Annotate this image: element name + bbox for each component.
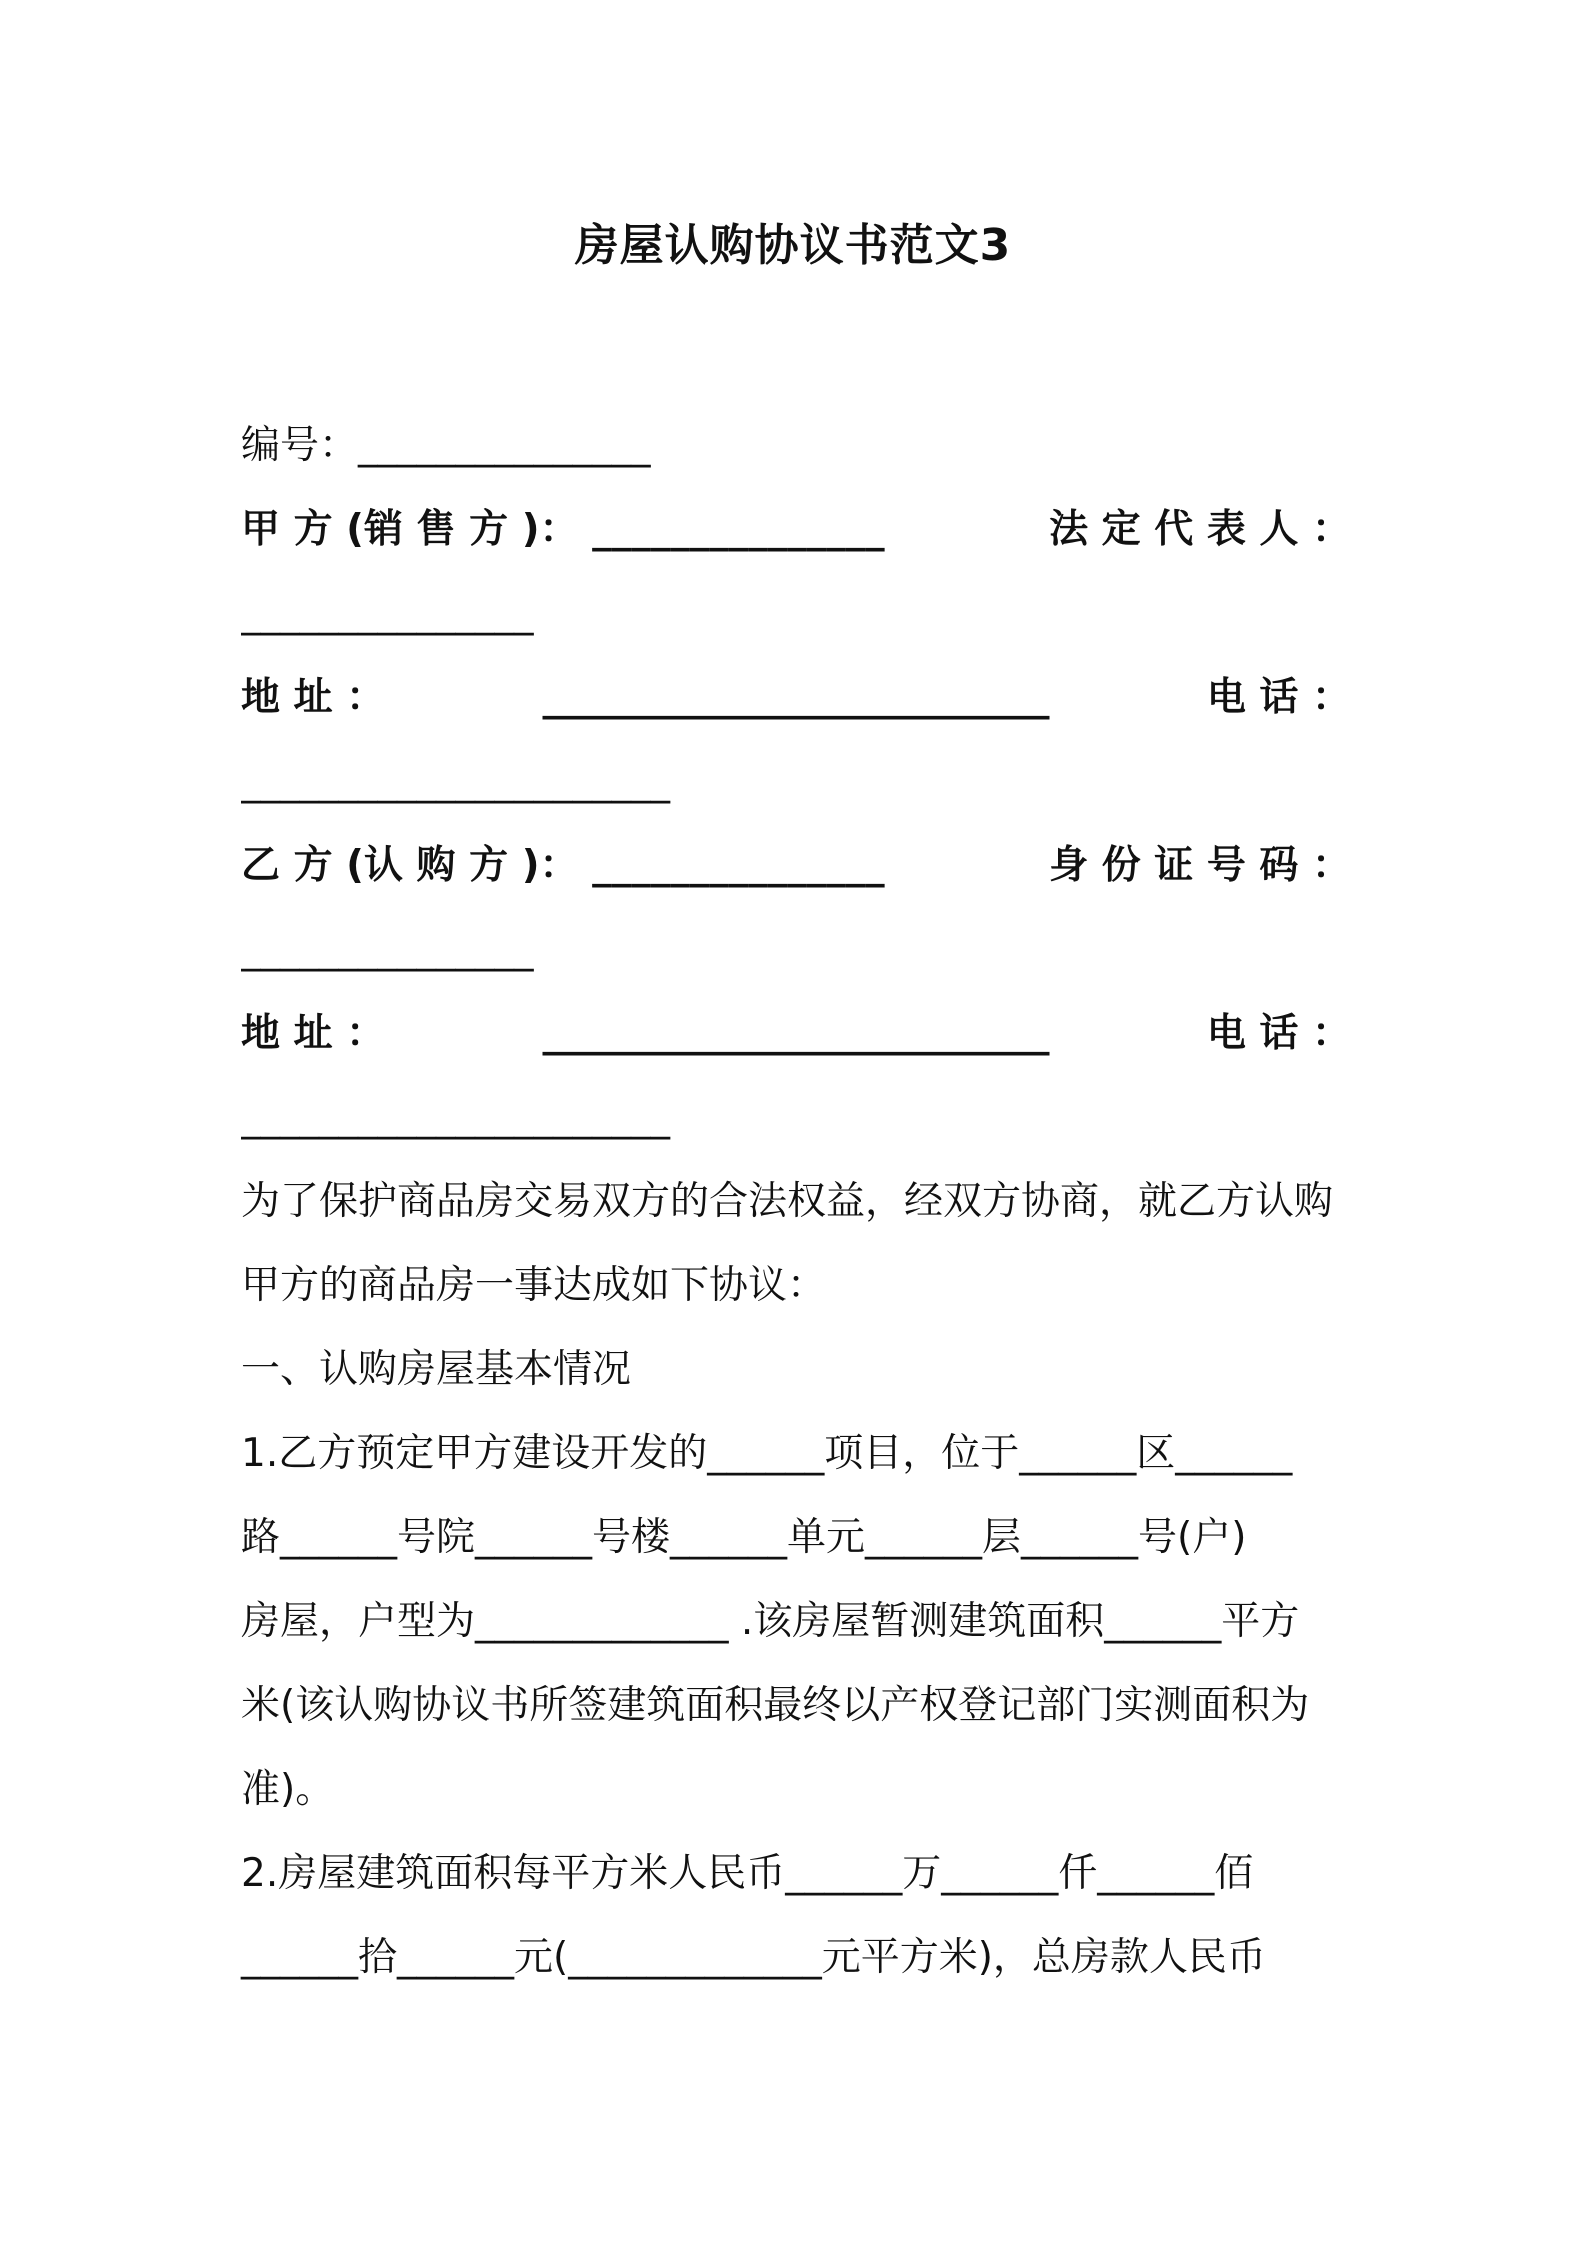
document-title: 房屋认购协议书范文3 <box>574 220 1012 271</box>
party-a-address-line <box>241 656 1351 740</box>
paragraph-line: 准)。 <box>241 1767 335 1812</box>
phone-label: 电 话 ： <box>1206 675 1351 720</box>
party-b-phone-continuation: ______________________ <box>241 1095 670 1140</box>
party-a-phone-continuation: ______________________ <box>241 759 670 804</box>
party-a-line <box>241 488 1351 572</box>
paragraph-line: 甲方的商品房一事达成如下协议： <box>241 1263 827 1308</box>
document-body <box>241 404 1351 2000</box>
address-label: 地 址 ： <box>241 675 386 720</box>
section-heading: 一、认购房屋基本情况 <box>241 1347 632 1392</box>
paragraph-line: 路______号院______号楼______单元______层______号(户) <box>241 1515 1247 1560</box>
paragraph-line: 房屋，户型为_____________ .该房屋暂测建筑面积______平方 <box>241 1599 1300 1644</box>
party-b-address-line <box>241 992 1351 1076</box>
paragraph-line: 2.房屋建筑面积每平方米人民币______万______仟______佰 <box>241 1851 1254 1896</box>
address-blank: __________________________ <box>542 1011 1050 1056</box>
party-b-line <box>241 824 1351 908</box>
paragraph-line: 米(该认购协议书所签建筑面积最终以产权登记部门实测面积为 <box>241 1683 1310 1728</box>
address-label: 地 址 ： <box>241 1011 386 1056</box>
intro-paragraph <box>241 1160 1351 1328</box>
id-number-label: 身 份 证 号 码 ： <box>1049 843 1351 888</box>
paragraph-line: ______拾______元(_____________元平方米)，总房款人民币 <box>241 1935 1266 1980</box>
party-a-continuation: _______________ <box>241 591 534 636</box>
legal-representative-label: 法 定 代 表 人 ： <box>1049 507 1351 552</box>
phone-label: 电 话 ： <box>1206 1011 1351 1056</box>
clause-2-paragraph <box>241 1832 1351 2000</box>
number-line: 编号：_______________ <box>241 423 651 468</box>
party-b-label: 乙 方 (认 购 方 )： _______________ <box>241 843 885 888</box>
party-a-label: 甲 方 (销 售 方 )： _______________ <box>241 507 885 552</box>
address-blank: __________________________ <box>542 675 1050 720</box>
paragraph-line: 为了保护商品房交易双方的合法权益，经双方协商，就乙方认购 <box>241 1179 1334 1224</box>
paragraph-line: 1.乙方预定甲方建设开发的______项目，位于______区______ <box>241 1431 1293 1476</box>
party-b-continuation: _______________ <box>241 927 534 972</box>
clause-1-paragraph <box>241 1412 1351 1832</box>
